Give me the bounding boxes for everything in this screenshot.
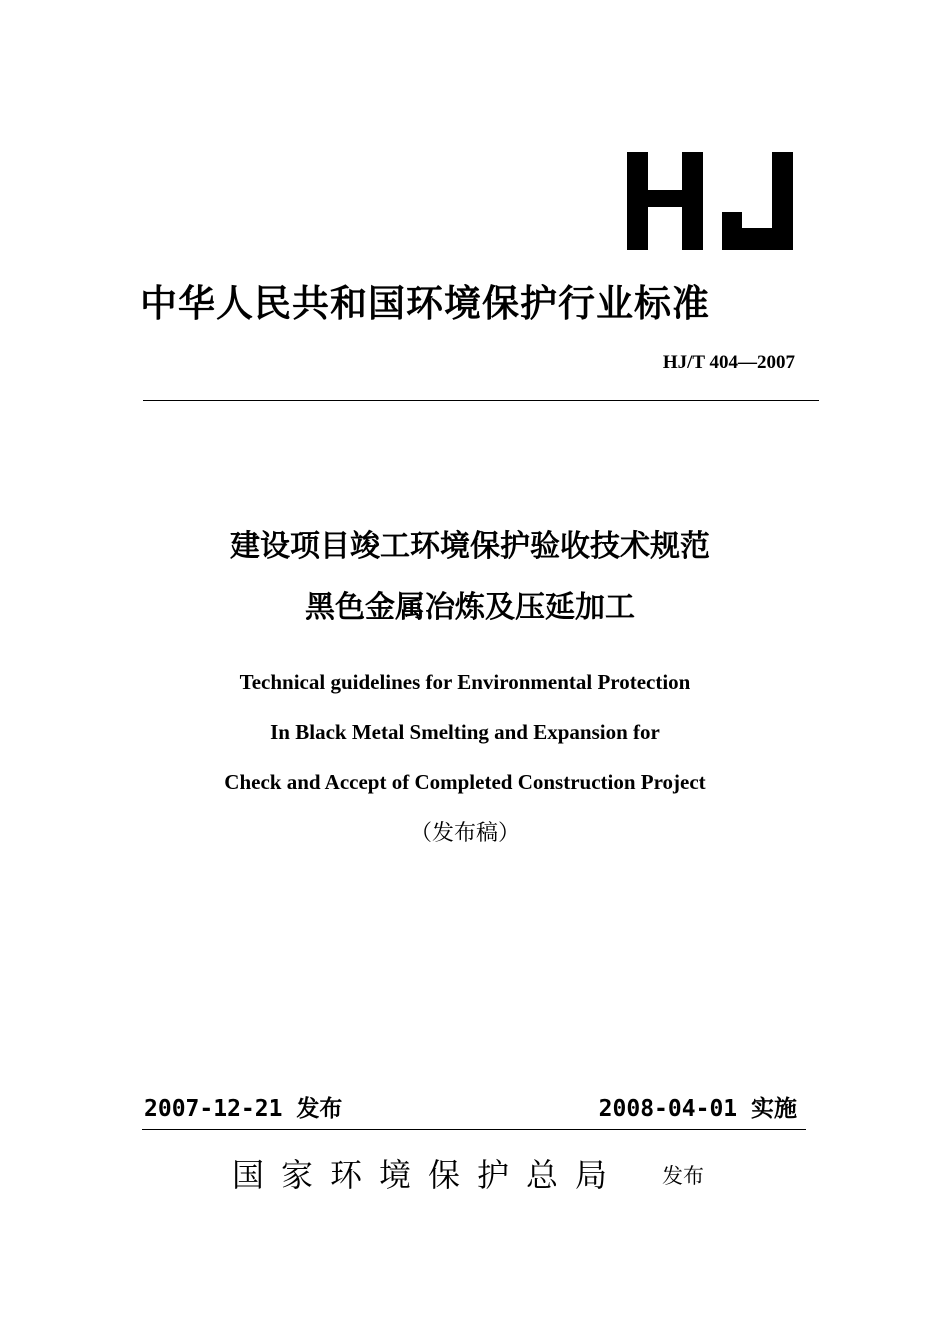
en-title-line-1: Technical guidelines for Environmental Protection [239, 670, 691, 694]
en-title-line-3: Check and Accept of Completed Construction Project [224, 770, 706, 794]
en-title-line-2: In Black Metal Smelting and Expansion for [270, 720, 660, 744]
cn-title-line-1: 建设项目竣工环境保护验收技术规范 [230, 529, 710, 564]
footer-divider [142, 1129, 806, 1130]
publisher-suffix: 发布 [662, 1164, 704, 1188]
issue-date: 2007-12-21 发布 [144, 1096, 343, 1122]
publisher: 国家环境保护总局 [232, 1156, 625, 1194]
hj-logo [622, 148, 797, 252]
cn-title-line-2: 黑色金属冶炼及压延加工 [305, 590, 635, 625]
draft-label: （发布稿） [409, 821, 520, 846]
header-divider [143, 400, 819, 401]
effective-date: 2008-04-01 实施 [598, 1096, 797, 1122]
agency-title: 中华人民共和国环境保护行业标准 [140, 282, 710, 325]
standard-code: HJ/T 404—2007 [662, 352, 795, 373]
